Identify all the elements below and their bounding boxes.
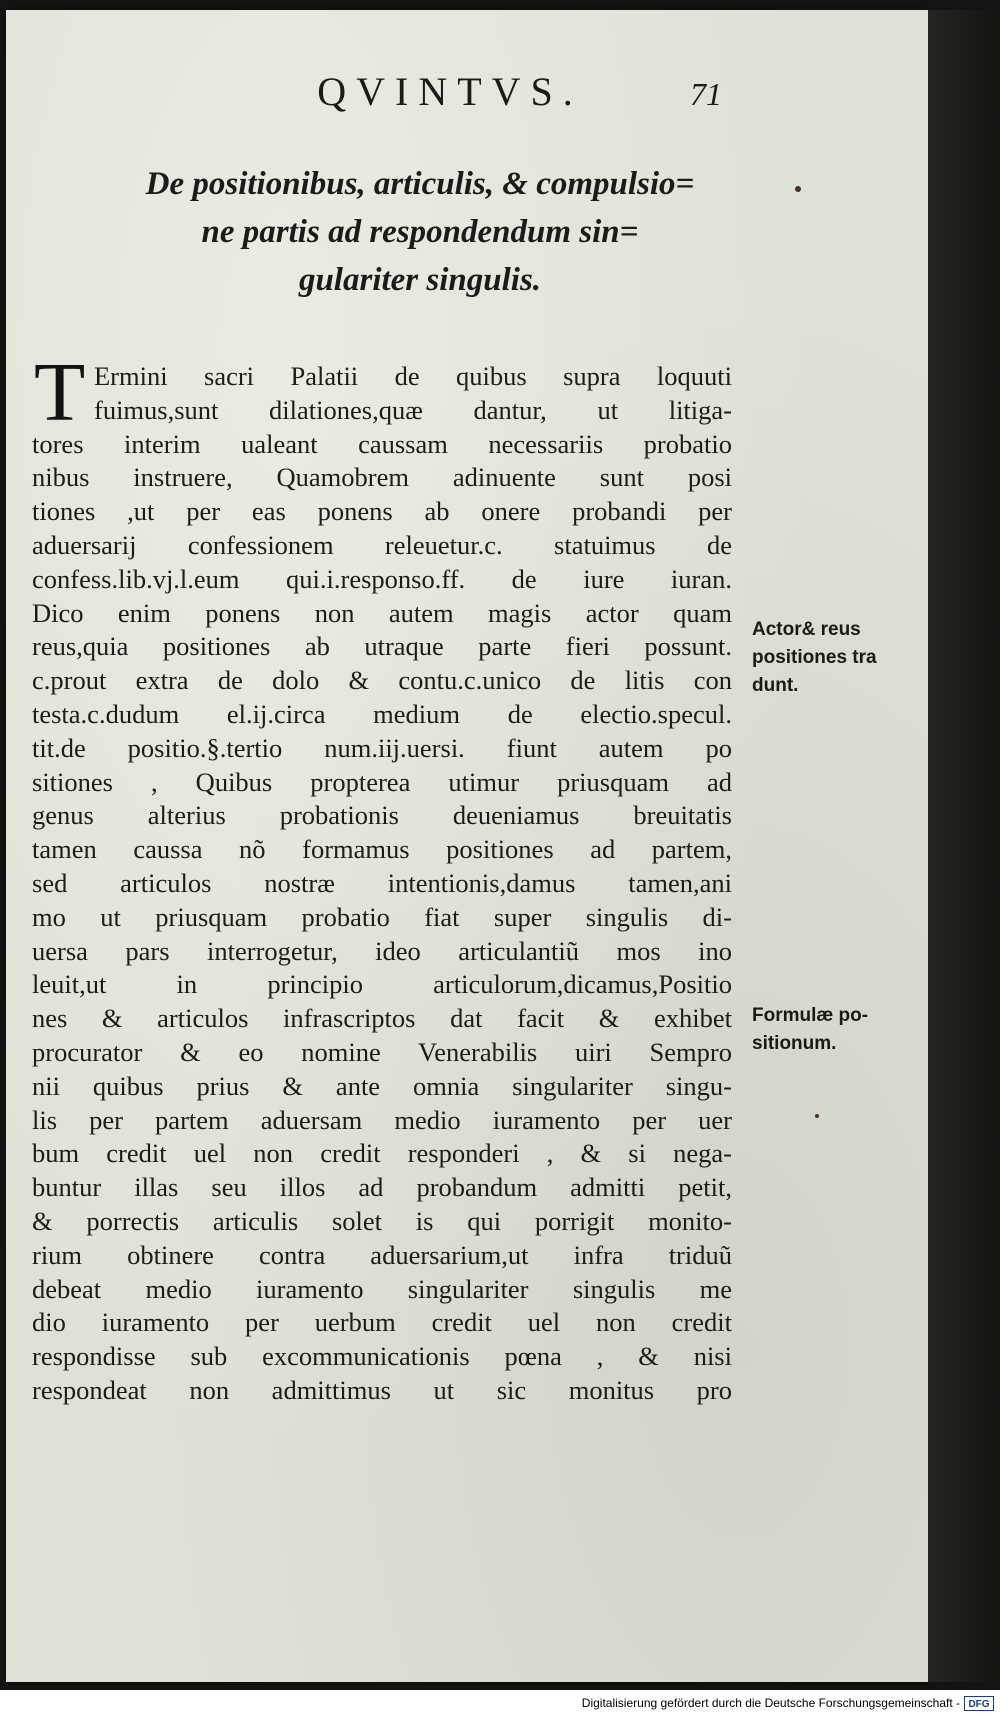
body-line: respondisse sub excommunicationis pœna , & nisi bbox=[32, 1341, 732, 1372]
body-line: buntur illas seu illos ad probandum admitti petit, bbox=[32, 1172, 732, 1203]
chapter-title bbox=[40, 160, 800, 304]
body-line: sed articulos nostræ intentionis,damus tamen,ani bbox=[32, 867, 732, 898]
ink-spot bbox=[815, 1114, 819, 1118]
marginal-note bbox=[752, 616, 902, 700]
chapter-title-line: De positionibus, articulis, & compulsio= bbox=[145, 166, 695, 202]
chapter-title-line: ne partis ad respondendum sin= bbox=[201, 214, 639, 250]
body-line: aduersarij confessionem releuetur.c. statuimus de bbox=[32, 529, 732, 560]
page-number: 71 bbox=[690, 76, 722, 112]
body-line: confess.lib.vj.l.eum qui.i.responso.ff. de iure iuran. bbox=[32, 563, 732, 594]
marginal-note bbox=[752, 1002, 902, 1058]
body-line: & porrectis articulis solet is qui porrigit monito- bbox=[32, 1205, 732, 1236]
body-line: c.prout extra de dolo & contu.c.unico de litis con bbox=[32, 665, 732, 696]
body-line: bum credit uel non credit responderi , & si nega- bbox=[32, 1138, 732, 1169]
body-line: tores interim ualeant caussam necessariis probatio bbox=[32, 428, 732, 459]
body-line: tiones ,ut per eas ponens ab onere probandi per bbox=[32, 496, 732, 527]
body-text bbox=[32, 346, 732, 1408]
body-line: Dico enim ponens non autem magis actor quam bbox=[32, 597, 732, 628]
dfg-logo: DFG bbox=[964, 1696, 994, 1711]
body-line: procurator & eo nomine Venerabilis uiri Sempro bbox=[32, 1036, 732, 1067]
body-line: nibus instruere, Quamobrem adinuente sunt posi bbox=[32, 462, 732, 493]
digitization-footer bbox=[0, 1690, 1000, 1718]
body-line: rium obtinere contra aduersarium,ut infra triduũ bbox=[32, 1239, 732, 1270]
body-line: testa.c.dudum el.ij.circa medium de electio.specul. bbox=[32, 698, 732, 729]
marginal-note-line: sitionum. bbox=[752, 1033, 837, 1054]
footer-credit: Digitalisierung gefördert durch die Deutsche Forschungsgemeinschaft - bbox=[581, 1696, 960, 1710]
body-line: mo ut priusquam probatio fiat super singulis di- bbox=[32, 901, 732, 932]
body-line: fuimus,sunt dilationes,quæ dantur, ut litiga- bbox=[94, 394, 732, 425]
body-line: genus alterius probationis deueniamus breuitatis bbox=[32, 800, 732, 831]
marginal-note-line: Formulæ po- bbox=[752, 1005, 869, 1026]
body-line: lis per partem aduersam medio iuramento per uer bbox=[32, 1104, 732, 1135]
body-line: leuit,ut in principio articulorum,dicamus,Positio bbox=[32, 969, 732, 1000]
body-line: nii quibus prius & ante omnia singulariter singu- bbox=[32, 1070, 732, 1101]
marginal-note-line: dunt. bbox=[752, 675, 799, 696]
body-line: respondeat non admittimus ut sic monitus pro bbox=[32, 1374, 732, 1405]
body-line: nes & articulos infrascriptos dat facit & exhibet bbox=[32, 1003, 732, 1034]
chapter-title-line: gulariter singulis. bbox=[298, 262, 542, 298]
body-line: tit.de positio.§.tertio num.iij.uersi. fiunt autem po bbox=[32, 732, 732, 763]
body-line: debeat medio iuramento singulariter singulis me bbox=[32, 1273, 732, 1304]
body-line: tamen caussa nõ formamus positiones ad partem, bbox=[32, 834, 732, 865]
body-line: sitiones , Quibus propterea utimur priusquam ad bbox=[32, 766, 732, 797]
marginal-note-line: Actor& reus bbox=[752, 619, 861, 640]
drop-cap: T bbox=[34, 346, 86, 439]
running-head: QVINTVS. bbox=[317, 69, 583, 114]
ink-spot bbox=[795, 186, 801, 192]
body-line: Ermini sacri Palatii de quibus supra loquuti bbox=[94, 361, 732, 391]
marginal-note-line: positiones tra bbox=[752, 647, 877, 668]
body-line: reus,quia positiones ab utraque parte fieri possunt. bbox=[32, 631, 732, 662]
page-edge-shadow bbox=[928, 10, 1000, 1682]
body-line: uersa pars interrogetur, ideo articulantiũ mos ino bbox=[32, 935, 732, 966]
body-line: dio iuramento per uerbum credit uel non credit bbox=[32, 1307, 732, 1338]
